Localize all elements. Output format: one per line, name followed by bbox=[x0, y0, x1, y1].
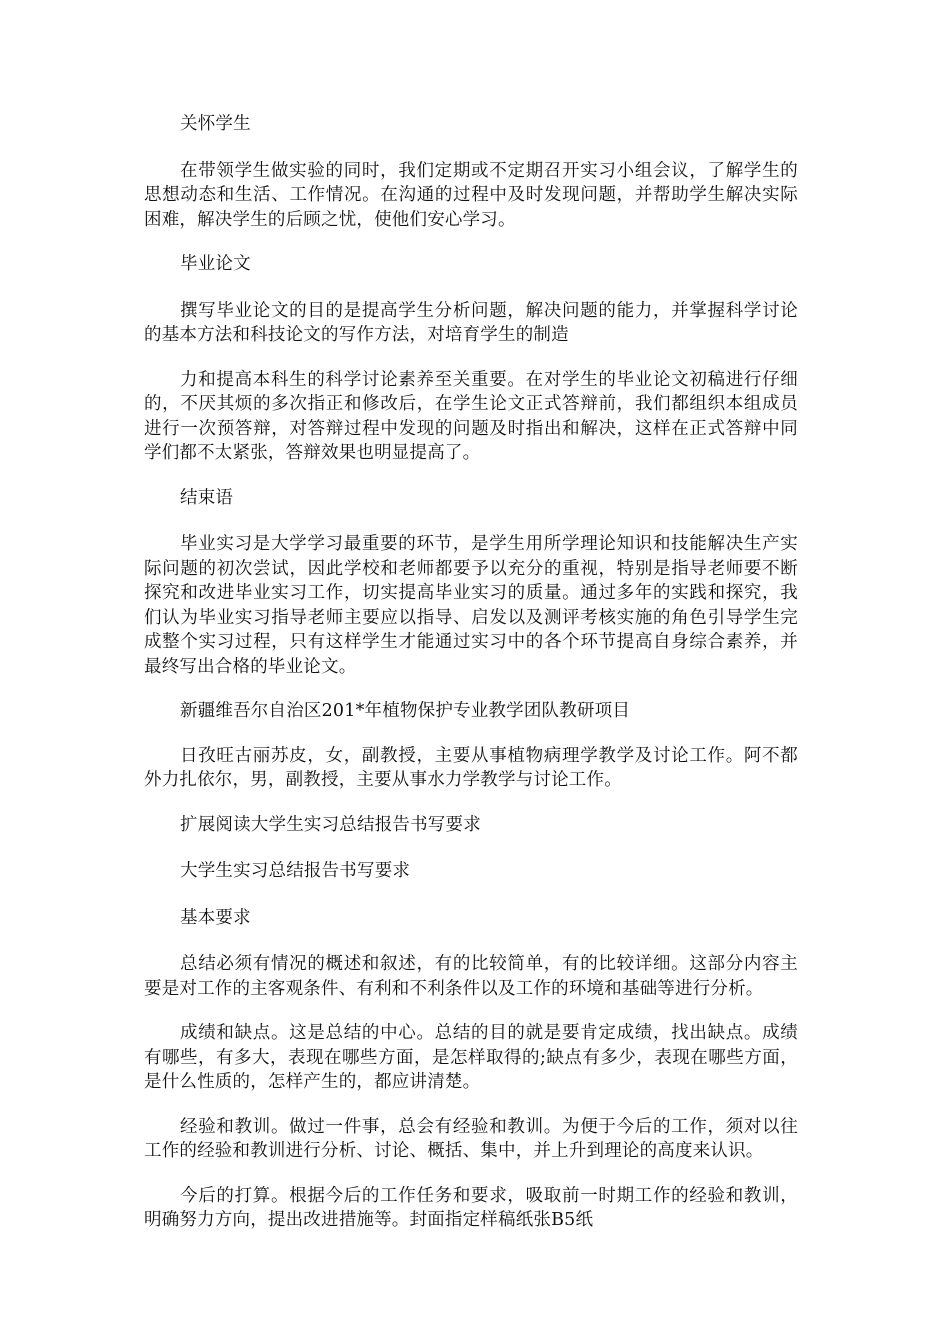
report-requirements-title: 大学生实习总结报告书写要求 bbox=[180, 861, 411, 881]
paragraph-thesis-2: 力和提高本科生的科学讨论素养至关重要。在对学生的毕业论文初稿进行仔细的，不厌其烦的多次指正和修改后，在学生论文正式答辩前，我们都组织本组成员进行一次预答辩，对答辩过程中发现的问题及时指出和解决，这样在正式答辩中同学们都不太紧张，答辩效果也明显提高了。 bbox=[144, 369, 798, 463]
paragraph-conclusion: 毕业实习是大学学习最重要的环节，是学生用所学理论知识和技能解决生产实际问题的初次尝试，因此学校和老师都要予以充分的重视，特别是指导老师要不断探究和改进毕业实习工作，切实提高毕业实习的质量。通过多年的实践和探究，我们认为毕业实习指导老师主要应以指导、启发以及测评考核实施的角色引导学生完成整个实习过程，只有这样学生才能通过实习中的各个环节提高自身综合素养，并最终写出合格的毕业论文。 bbox=[144, 534, 798, 677]
document-body bbox=[144, 112, 798, 1253]
paragraph-care: 在带领学生做实验的同时，我们定期或不定期召开实习小组会议，了解学生的思想动态和生活、工作情况。在沟通的过程中及时发现问题，并帮助学生解决实际困难，解决学生的后顾之忧，使他们安心学习。 bbox=[144, 160, 798, 230]
author-info: 日孜旺古丽苏皮，女，副教授，主要从事植物病理学教学及讨论工作。阿不都外力扎依尔，男，副教授，主要从事水力学教学与讨论工作。 bbox=[144, 745, 798, 790]
paragraph-achievements: 成绩和缺点。这是总结的中心。总结的目的就是要肯定成绩，找出缺点。成绩有哪些，有多大，表现在哪些方面，是怎样取得的;缺点有多少，表现在哪些方面，是什么性质的，怎样产生的，都应讲清楚。 bbox=[144, 1023, 798, 1092]
paragraph-overview: 总结必须有情况的概述和叙述，有的比较简单，有的比较详细。这部分内容主要是对工作的主客观条件、有利和不利条件以及工作的环境和基础等进行分析。 bbox=[144, 954, 798, 999]
section-heading-conclusion: 结束语 bbox=[180, 487, 234, 508]
section-heading-thesis: 毕业论文 bbox=[180, 254, 251, 274]
paragraph-lessons: 经验和教训。做过一件事，总会有经验和教训。为便于今后的工作，须对以往工作的经验和教训进行分析、讨论、概括、集中，并上升到理论的高度来认识。 bbox=[144, 1116, 798, 1161]
paragraph-thesis-1: 撰写毕业论文的目的是提高学生分析问题，解决问题的能力，并掌握科学讨论的基本方法和科技论文的写作方法，对培育学生的制造 bbox=[144, 300, 798, 345]
basic-requirements-heading: 基本要求 bbox=[180, 907, 251, 928]
section-heading-care: 关怀学生 bbox=[180, 114, 251, 134]
extended-reading-title: 扩展阅读大学生实习总结报告书写要求 bbox=[180, 814, 481, 835]
project-note: 新疆维吾尔自治区201*年植物保护专业教学团队教研项目 bbox=[180, 701, 631, 721]
paragraph-plans: 今后的打算。根据今后的工作任务和要求，吸取前一时期工作的经验和教训，明确努力方向，提出改进措施等。封面指定样稿纸张B5纸 bbox=[144, 1185, 798, 1230]
